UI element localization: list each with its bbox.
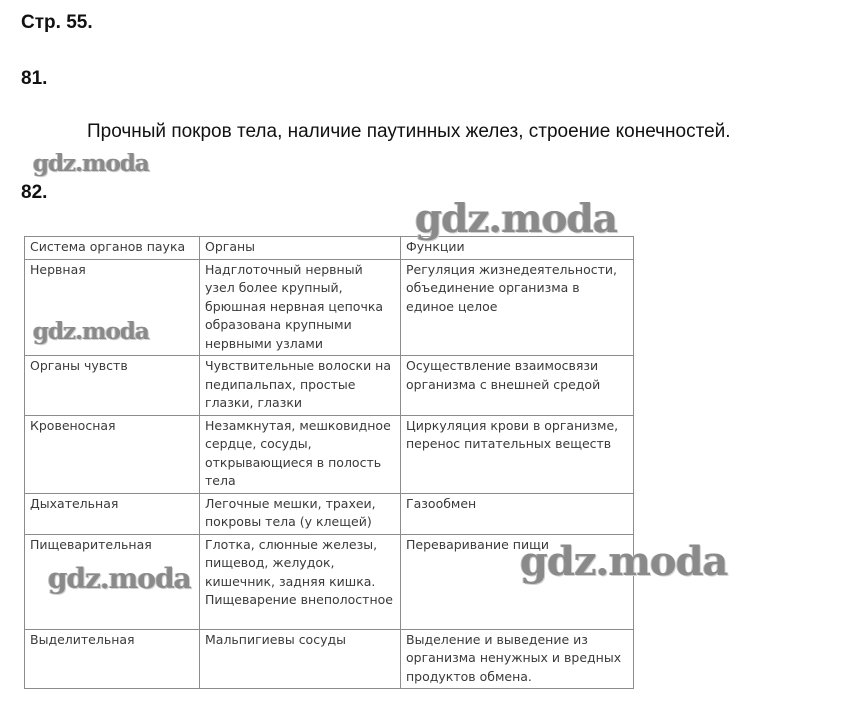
watermark: gdz.moda — [33, 150, 149, 177]
cell-system: Дыхательная — [25, 493, 200, 534]
table-row — [25, 356, 634, 416]
cell-functions: Циркуляция крови в организме, перенос питательных веществ — [401, 415, 634, 493]
organ-systems-table — [24, 236, 634, 689]
table-row — [25, 493, 634, 534]
cell-functions: Осуществление взаимосвязи организма с внешней средой — [401, 356, 634, 416]
cell-organs: Незамкнутая, мешковидное сердце, сосуды, открывающиеся в полость тела — [200, 415, 401, 493]
cell-system: Кровеносная — [25, 415, 200, 493]
task-81-answer: Прочный покров тела, наличие паутинных желез, строение конечностей. — [87, 121, 731, 142]
watermark: gdz.moda — [33, 318, 149, 345]
cell-organs: Легочные мешки, трахеи, покровы тела (у клещей) — [200, 493, 401, 534]
cell-organs: Мальпигиевы сосуды — [200, 629, 401, 689]
page-label: Стр. 55. — [21, 12, 93, 33]
cell-functions: Регуляция жизнедеятельности, объединение организма в единое целое — [401, 259, 634, 356]
table-row — [25, 415, 634, 493]
header-system: Система органов паука — [25, 237, 200, 260]
watermark: gdz.moda — [48, 562, 191, 595]
cell-functions: Газообмен — [401, 493, 634, 534]
cell-organs: Глотка, слюнные железы, пищевод, желудок, кишечник, задняя кишка. Пищеварение внеполостное — [200, 534, 401, 629]
table-row — [25, 629, 634, 689]
watermark: gdz.moda — [415, 196, 618, 242]
cell-functions: Выделение и выведение из организма ненужных и вредных продуктов обмена. — [401, 629, 634, 689]
cell-functions: Переваривание пищи — [401, 534, 634, 629]
task-81-number: 81. — [21, 68, 48, 89]
watermark: gdz.moda — [520, 538, 728, 585]
header-functions: Функции — [401, 237, 634, 260]
cell-organs: Надглоточный нервный узел более крупный, брюшная нервная цепочка образована крупными нервными узлами — [200, 259, 401, 356]
cell-system: Нервная — [25, 259, 200, 356]
task-82-number: 82. — [21, 182, 48, 203]
header-organs: Органы — [200, 237, 401, 260]
cell-organs: Чувствительные волоски на педипальпах, простые глазки, глазки — [200, 356, 401, 416]
cell-system: Пищеварительная — [25, 534, 200, 629]
cell-system: Органы чувств — [25, 356, 200, 416]
cell-system: Выделительная — [25, 629, 200, 689]
